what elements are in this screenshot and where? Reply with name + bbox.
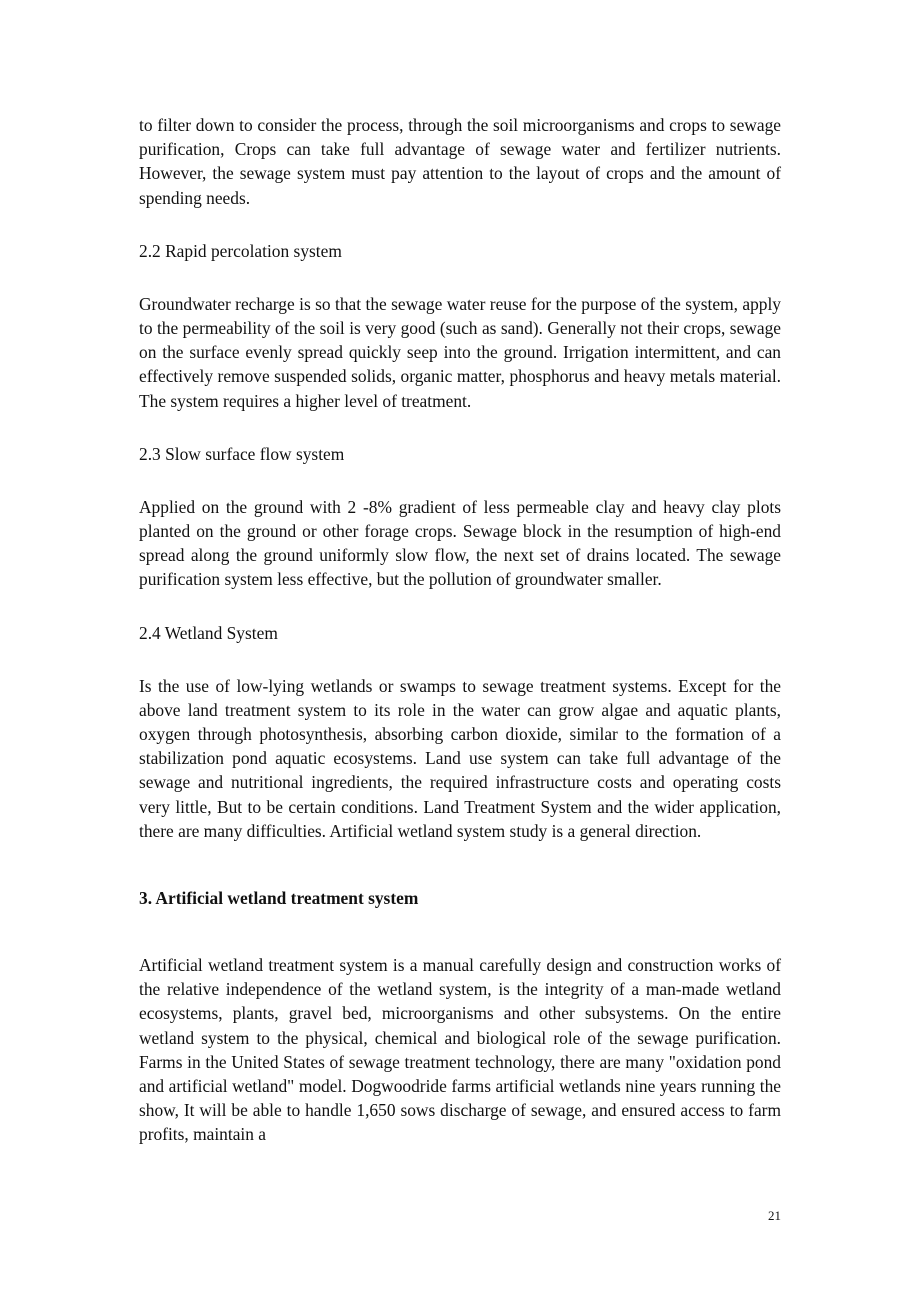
document-page [139,113,781,1147]
section-title-artificial-wetland: 3. Artificial wetland treatment system [139,888,419,909]
paragraph-wetland-system: Is the use of low-lying wetlands or swamps to sewage treatment systems. Except for the above land treatment system to its role in the water can grow algae and aquatic plants, oxygen through photosynthesis, absorbing carbon dioxide, similar to the formation of a stabilization pond aquatic ecosystems. Land use system can take full advantage of the sewage and nutritional ingredients, the required infrastructure costs and operating costs very little, But to be certain conditions. Land Treatment System and the wider application, there are many difficulties. Artificial wetland system study is a general direction. [139,675,781,841]
paragraph-land-filtration: to filter down to consider the process, through the soil microorganisms and crops to sewage purification, Crops can take full advantage of sewage water and fertilizer nutrients. However, the sewage system must pay attention to the layout of crops and the amount of spending needs. [139,115,781,208]
paragraph-slow-surface-flow: Applied on the ground with 2 -8% gradient of less permeable clay and heavy clay plots planted on the ground or other forage crops. Sewage block in the resumption of high-end spread along the ground uniformly slow flow, the next set of drains located. The sewage purification system less effective, but the pollution of groundwater smaller. [139,496,781,590]
heading-wetland-system: 2.4 Wetland System [139,622,278,643]
paragraph-rapid-percolation: Groundwater recharge is so that the sewage water reuse for the purpose of the system, apply to the permeability of the soil is very good (such as sand). Generally not their crops, sewage on the surface evenly spread quickly seep into the ground. Irrigation intermittent, and can effectively remove suspended solids, organic matter, phosphorus and heavy metals material. The system requires a higher level of treatment. [139,293,781,411]
page-number: 21 [768,1208,781,1223]
paragraph-artificial-wetland: Artificial wetland treatment system is a manual carefully design and construction works of the relative independence of the wetland system, is the integrity of a man-made wetland ecosystems, plants, gravel bed, microorganisms and other subsystems. On the entire wetland system to the physical, chemical and biological role of the sewage purification. Farms in the United States of sewage treatment technology, there are many "oxidation pond and artificial wetland" model. Dogwoodride farms artificial wetlands nine years running the show, It will be able to handle 1,650 sows discharge of sewage, and ensured access to farm profits, maintain a [139,955,781,1145]
heading-slow-surface-flow: 2.3 Slow surface flow system [139,443,345,464]
heading-rapid-percolation: 2.2 Rapid percolation system [139,240,342,261]
